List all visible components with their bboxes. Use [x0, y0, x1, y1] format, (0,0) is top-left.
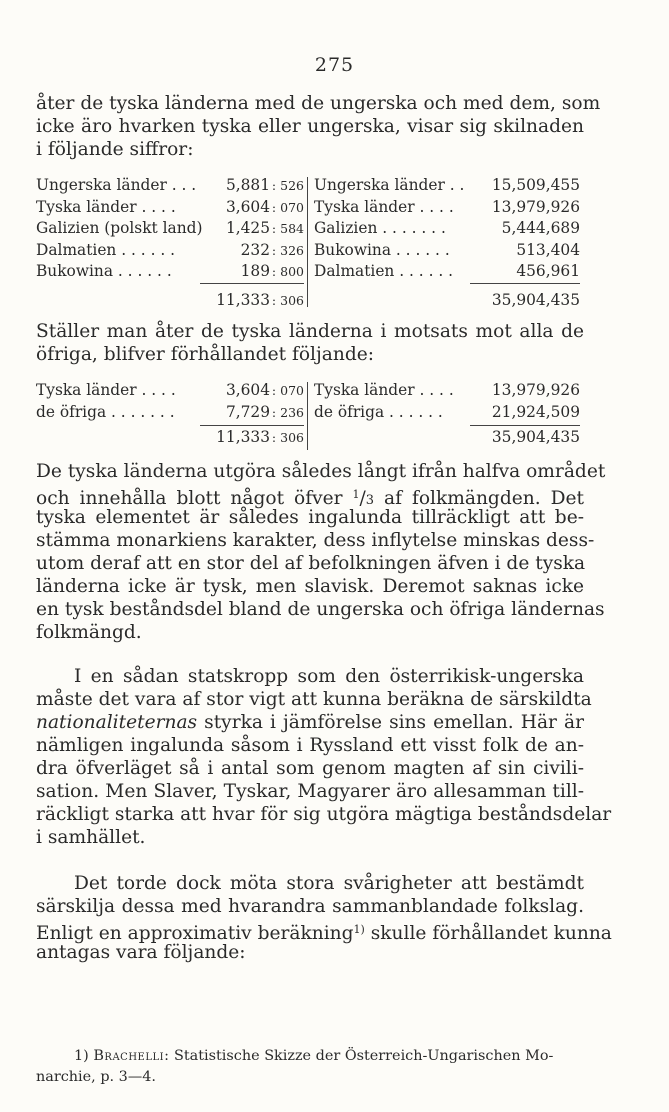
text-line: I en sådan statskropp som den österrikisk-ungerska	[74, 666, 584, 687]
paragraph-1	[36, 460, 606, 644]
table-total-row: 11,333 : 306	[216, 428, 304, 447]
page-number: 275	[314, 54, 355, 76]
table1-left	[36, 175, 304, 312]
table2-right-rule	[470, 425, 580, 426]
table-row: Galizien (polskt land) 1,425 : 584	[36, 219, 304, 238]
table2-left-rule	[200, 425, 304, 426]
text-line: en tysk beståndsdel bland de ungerska och öfriga ländernas	[36, 599, 605, 620]
table1-divider	[307, 177, 308, 307]
text-line: antagas vara följande:	[36, 942, 246, 963]
table-row: Bukowina . . . . . . 513,404	[314, 240, 580, 259]
emphasis: nationaliteternas	[36, 712, 198, 733]
text-line: Enligt en approximativ beräkning$^{1)}$ skulle förhållandet kunna	[36, 923, 612, 944]
table-row: Ungerska länder . . 15,509,455	[314, 176, 580, 194]
table-row: Galizien . . . . . . . 5,444,689	[314, 219, 580, 238]
footnote-line: narchie, p. 3—4.	[36, 1069, 156, 1085]
text-line: utom deraf att en stor del af befolkningen äfven i de tyska	[36, 553, 586, 574]
table-row: Tyska länder . . . . 3,604 : 070	[36, 381, 304, 399]
footnote-ref: 1)	[353, 923, 365, 936]
table-row: de öfriga . . . . . . 21,924,509	[314, 402, 580, 421]
intro-paragraph	[36, 92, 601, 161]
table-row: Dalmatien . . . . . . 232 : 326	[36, 240, 304, 259]
table-row: Tyska länder . . . . 3,604 : 070	[36, 197, 304, 216]
footnote-author: Brachelli:	[93, 1048, 170, 1064]
text-line: folkmängd.	[36, 622, 142, 643]
table1-right	[314, 175, 580, 312]
text-line: stämma monarkiens karakter, dess inflytelse minskas dess-	[36, 530, 595, 551]
text-line: sation. Men Slaver, Tyskar, Magyarer äro allesamman till-	[36, 781, 584, 802]
table-row: Bukowina . . . . . . 189 : 800	[36, 262, 304, 281]
text-line: öfriga, blifver förhållandet följande:	[36, 344, 374, 365]
text-line: i följande siffror:	[36, 139, 194, 160]
text-line: åter de tyska länderna med de ungerska och med dem, som	[36, 93, 601, 114]
table1-left-rule	[200, 283, 304, 284]
text-line: Ställer man åter de tyska länderna i motsats mot alla de	[36, 321, 584, 342]
text-line: icke äro hvarken tyska eller ungerska, visar sig skilnaden	[36, 116, 584, 137]
text-line: länderna icke är tysk, men slavisk. Deremot saknas icke	[36, 576, 584, 597]
text-line: dra öfverläget så i antal som genom magten af sin civili-	[36, 758, 584, 779]
text-line: nämligen ingalunda såsom i Ryssland ett visst folk de an-	[36, 735, 584, 756]
table2-left	[36, 380, 304, 449]
table-row: de öfriga . . . . . . . 7,729 : 236	[36, 402, 304, 421]
table-total-row: 35,904,435	[491, 290, 580, 309]
text-line: räckligt starka att hvar för sig utgöra mägtiga beståndsdelar	[36, 804, 612, 825]
text-line: De tyska länderna utgöra således långt ifrån halfva området	[36, 461, 606, 482]
paragraph-2	[36, 665, 612, 849]
table2-right	[314, 380, 580, 449]
text-line: tyska elementet är således ingalunda tillräckligt att be-	[36, 507, 584, 528]
table1-right-rule	[470, 283, 580, 284]
text-line: Det torde dock möta stora svårigheter att bestämdt	[74, 873, 584, 894]
table-row: Ungerska länder . . . 5,881 : 526	[36, 176, 304, 194]
table2-divider	[307, 382, 308, 450]
footnote	[36, 1046, 584, 1088]
text-line: och innehålla blott något öfver $^1$/3 af folkmängden. Det	[36, 488, 584, 509]
table-total-row: 11,333 : 306	[216, 290, 304, 309]
text-line: måste det vara af stor vigt att kunna beräkna de särskildta	[36, 689, 592, 710]
table-row: Tyska länder . . . . 13,979,926	[314, 381, 580, 399]
mid-paragraph	[36, 320, 584, 366]
table-total-row: 35,904,435	[491, 428, 580, 447]
text-line: i samhället.	[36, 827, 146, 848]
fraction: $^1$/3	[352, 488, 375, 509]
text-line: nationaliteternas styrka i jämförelse sins emellan. Här är	[36, 712, 584, 733]
text-line: särskilja dessa med hvarandra sammanblandade folkslag.	[36, 896, 584, 917]
table-row: Dalmatien . . . . . . 456,961	[314, 262, 580, 281]
footnote-line: 1) Brachelli: Statistische Skizze der Österreich-Ungarischen Mo-	[74, 1048, 554, 1064]
table-row: Tyska länder . . . . 13,979,926	[314, 197, 580, 216]
paragraph-3	[36, 872, 612, 964]
